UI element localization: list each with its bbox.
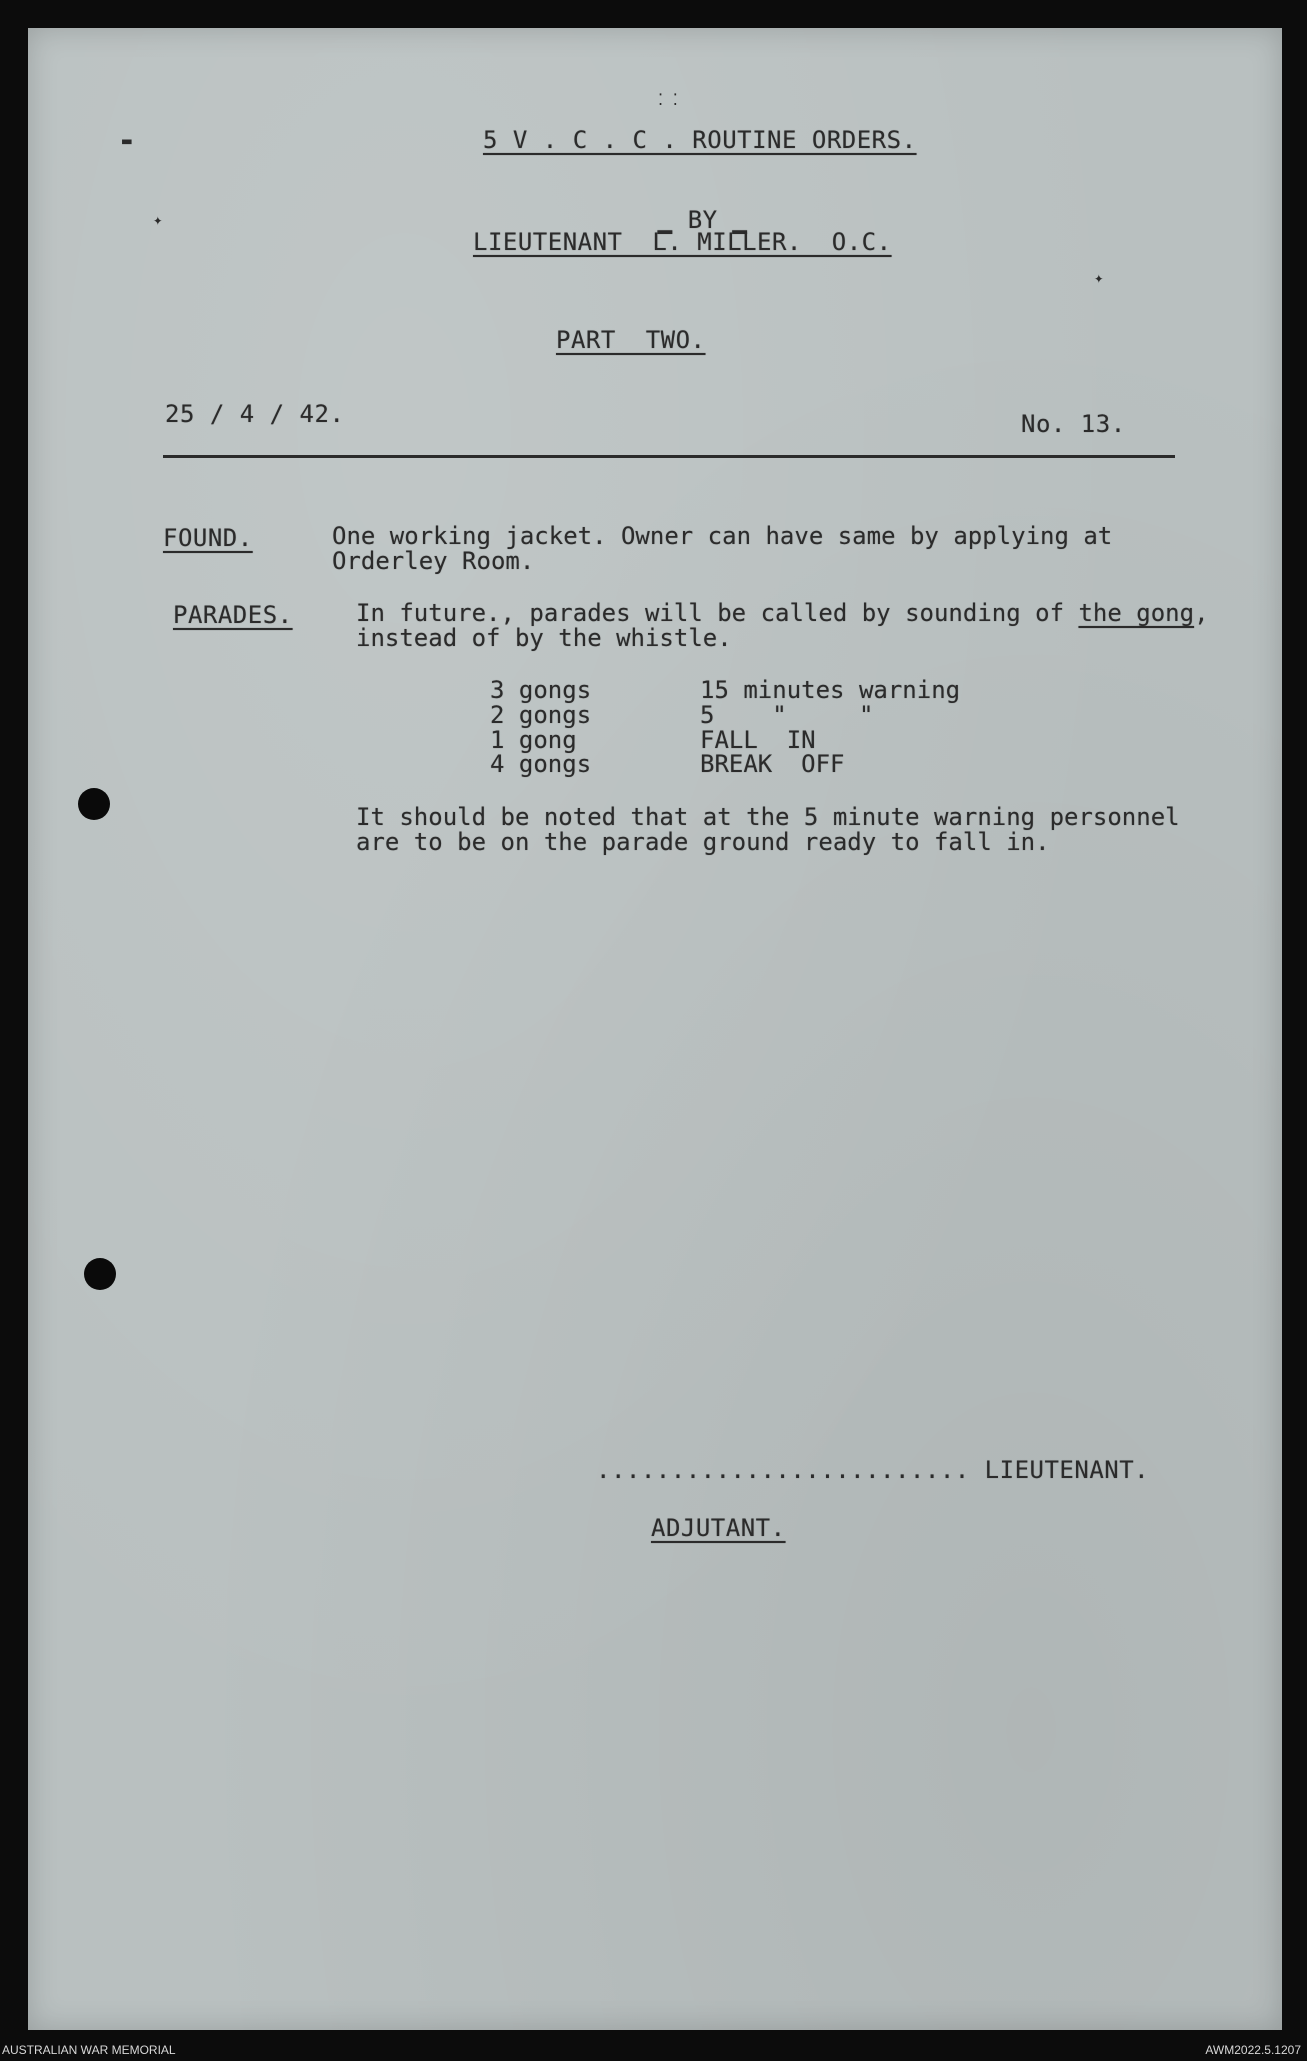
punch-hole-upper bbox=[78, 788, 110, 820]
order-title: 5 V . C . C . ROUTINE ORDERS. bbox=[483, 126, 917, 154]
document-page bbox=[28, 28, 1282, 2030]
order-date: 25 / 4 / 42. bbox=[165, 400, 345, 428]
gong-meaning: 5 " " bbox=[700, 701, 874, 729]
parades-line-1-prefix: In future., parades will be called by sounding of bbox=[356, 599, 1079, 627]
parades-note bbox=[356, 805, 1180, 855]
ink-speck: ⁚ ⁚ bbox=[658, 90, 678, 109]
gong-meaning: 15 minutes warning bbox=[700, 676, 961, 704]
ink-speck: ✦ bbox=[1094, 268, 1104, 287]
found-line-2: Orderley Room. bbox=[332, 547, 535, 575]
signature-role: ADJUTANT. bbox=[651, 1514, 786, 1542]
item-body-found bbox=[332, 524, 1112, 574]
officer-line: LIEUTENANT L. MILLER. O.C. bbox=[473, 228, 892, 256]
ink-speck: ▬ bbox=[122, 131, 132, 150]
by-dash-right: ▁ bbox=[717, 206, 748, 234]
parades-line-1-emphasis: the gong bbox=[1078, 599, 1195, 627]
gong-count: 4 gongs bbox=[490, 750, 592, 778]
item-body-parades bbox=[356, 601, 1209, 651]
gong-count: 2 gongs bbox=[490, 701, 592, 729]
parades-line-2: instead of by the whistle. bbox=[356, 624, 732, 652]
header-rule bbox=[163, 455, 1175, 458]
part-heading: PART TWO. bbox=[556, 326, 706, 354]
found-line-1: One working jacket. Owner can have same by applying at bbox=[332, 522, 1113, 550]
note-line-2: are to be on the parade ground ready to fall in. bbox=[356, 828, 1050, 856]
gong-meaning: BREAK OFF bbox=[700, 750, 845, 778]
gong-meaning: FALL IN bbox=[700, 726, 816, 754]
by-label: BY bbox=[687, 206, 718, 234]
ink-speck: ✦ bbox=[153, 210, 163, 229]
parades-line-1-suffix: , bbox=[1194, 599, 1209, 627]
item-heading-parades: PARADES. bbox=[173, 601, 293, 629]
note-line-1: It should be noted that at the 5 minute warning personnel bbox=[356, 803, 1180, 831]
order-number: No. 13. bbox=[1021, 410, 1126, 438]
item-heading-found: FOUND. bbox=[163, 524, 253, 552]
footer-credit: AUSTRALIAN WAR MEMORIAL bbox=[2, 2043, 176, 2057]
by-dash-left: ▁ bbox=[657, 206, 688, 234]
signature-line: ......................... LIEUTENANT. bbox=[596, 1456, 1150, 1484]
gong-count: 3 gongs bbox=[490, 676, 592, 704]
punch-hole-lower bbox=[84, 1258, 116, 1290]
gong-count: 1 gong bbox=[490, 726, 577, 754]
footer-accession: AWM2022.5.1207 bbox=[1205, 2043, 1301, 2057]
